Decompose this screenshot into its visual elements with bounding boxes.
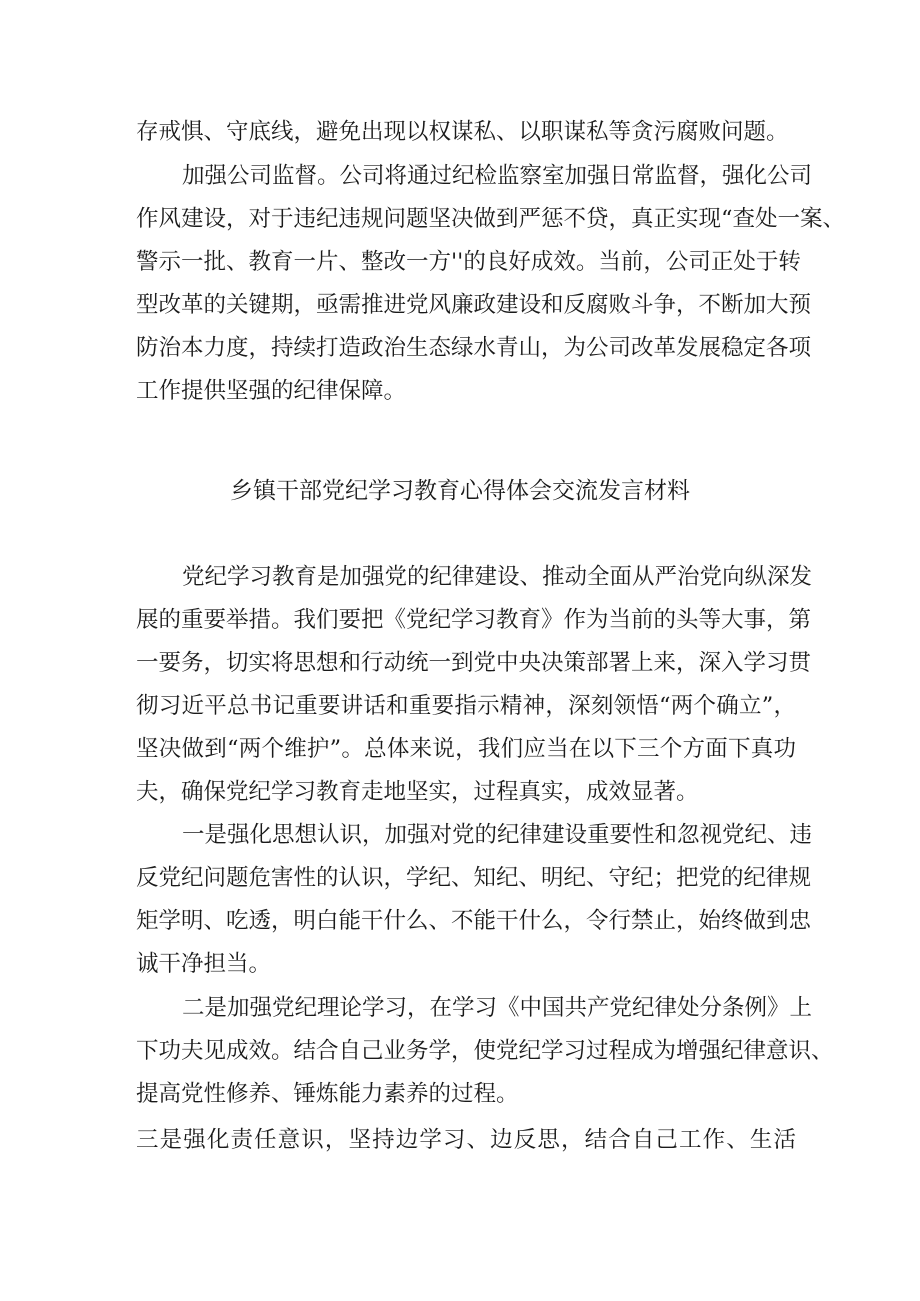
paragraph-line: 夫，确保党纪学习教育走地坚实，过程真实，成效显著。	[136, 779, 699, 805]
paragraph-line: 诚干净担当。	[136, 951, 272, 977]
paragraph-line: 提高党性修养、锤炼能力素养的过程。	[136, 1081, 519, 1107]
paragraph-line: 二是加强党纪理论学习，在学习《中国共产党纪律处分条例》上	[182, 995, 813, 1021]
paragraph-line: 展的重要举措。我们要把《党纪学习教育》作为当前的头等大事，第	[136, 607, 812, 633]
paragraph-line: 党纪学习教育是加强党的纪律建设、推动全面从严治党向纵深发	[182, 564, 813, 590]
paragraph-line: 彻习近平总书记重要讲话和重要指示精神，深刻领悟“两个确立”，	[136, 693, 796, 719]
paragraph-line: 作风建设，对于违纪违规问题坚决做到严惩不贷，真正实现“查处一案、	[136, 206, 846, 232]
section-title: 乡镇干部党纪学习教育心得体会交流发言材料	[230, 478, 690, 504]
paragraph-line: 加强公司监督。公司将通过纪检监察室加强日常监督，强化公司	[182, 163, 813, 189]
paragraph-line: 一要务，切实将思想和行动统一到党中央决策部署上来，深入学习贯	[136, 650, 812, 676]
paragraph-line: 坚决做到“两个维护”。总体来说，我们应当在以下三个方面下真功	[136, 736, 796, 762]
paragraph-line: 型改革的关键期，亟需推进党风廉政建设和反腐败斗争，不断加大预	[136, 292, 812, 318]
paragraph-line: 下功夫见成效。结合自己业务学，使党纪学习过程成为增强纪律意识、	[136, 1038, 834, 1064]
paragraph-line: 警示一批、教育一片、整改一方''的良好成效。当前，公司正处于转	[136, 249, 801, 275]
paragraph-line: 防治本力度，持续打造政治生态绿水青山，为公司改革发展稳定各项	[136, 335, 812, 361]
paragraph-line: 一是强化思想认识，加强对党的纪律建设重要性和忽视党纪、违	[182, 822, 813, 848]
paragraph-line: 矩学明、吃透，明白能干什么、不能干什么，令行禁止，始终做到忠	[136, 908, 812, 934]
paragraph-line: 工作提供坚强的纪律保障。	[136, 378, 407, 404]
paragraph-line: 存戒惧、守底线，避免出现以权谋私、以职谋私等贪污腐败问题。	[136, 119, 789, 145]
paragraph-line: 三是强化责任意识，坚持边学习、边反思，结合自己工作、生活	[136, 1127, 796, 1153]
paragraph-line: 反党纪问题危害性的认识，学纪、知纪、明纪、守纪；把党的纪律规	[136, 865, 812, 891]
